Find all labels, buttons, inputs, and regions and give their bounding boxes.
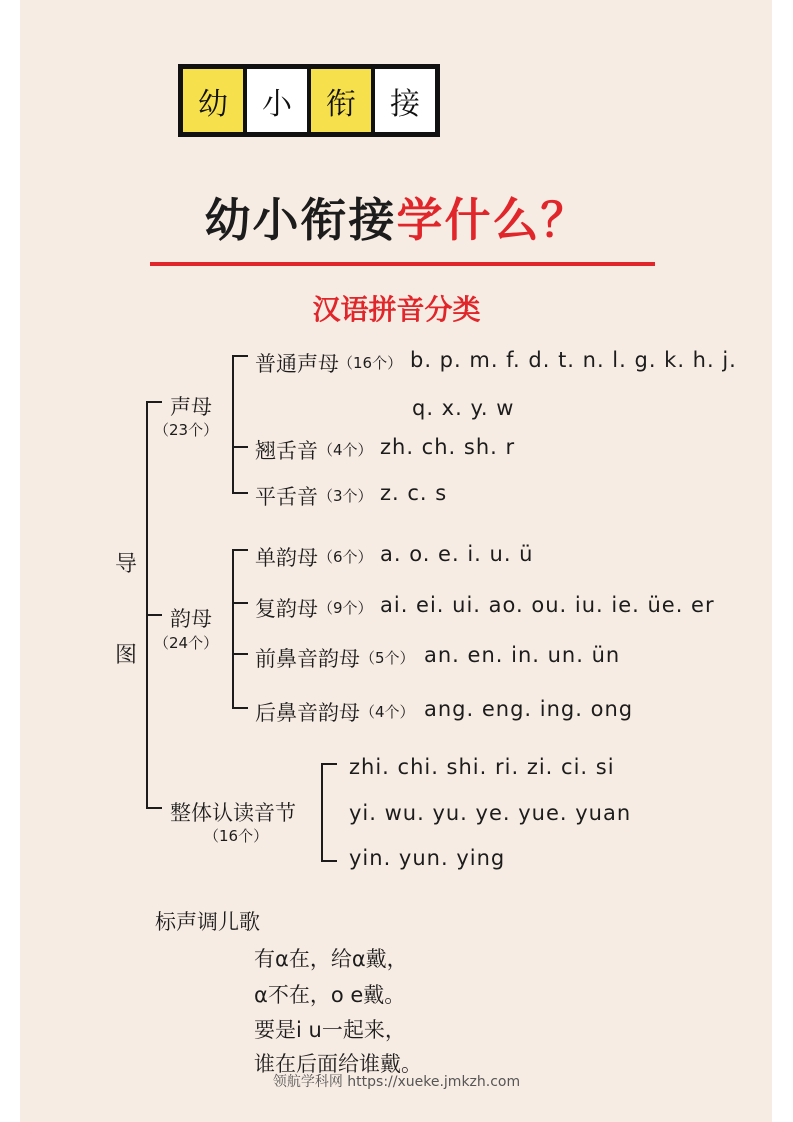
whole-tick-1 — [321, 763, 337, 765]
title-black-part: 幼小衔接 — [204, 193, 397, 247]
whole-label: 整体认读音节 — [170, 801, 296, 825]
whole-count: （16个） — [204, 827, 269, 845]
finals-item-4-count: （4个） — [360, 703, 415, 721]
trunk-tick-whole — [146, 807, 162, 809]
initials-tick-1 — [232, 355, 248, 357]
finals-item-1-name: 单韵母 — [255, 546, 318, 570]
finals-item-3-name: 前鼻音韵母 — [255, 647, 360, 671]
root-label-top: 导 — [115, 552, 138, 577]
whole-row-3: yin. yun. ying — [349, 846, 506, 870]
whole-row-2: yi. wu. yu. ye. yue. yuan — [349, 801, 632, 825]
finals-item-1-count: （6个） — [318, 548, 373, 566]
initials-item-3-count: （3个） — [318, 487, 373, 505]
tile-4: 接 — [375, 69, 435, 132]
finals-item-3-count: （5个） — [360, 649, 415, 667]
title-red-part: 学什么？ — [396, 193, 589, 247]
tile-3: 衔 — [311, 69, 371, 132]
initials-item-2-letters: zh. ch. sh. r — [380, 435, 516, 459]
finals-item-2-letters: ai. ei. ui. ao. ou. iu. ie. üe. er — [380, 593, 715, 617]
whole-bracket — [321, 763, 323, 862]
song-line-3: 要是i u一起来， — [254, 1018, 406, 1042]
root-label-bottom: 图 — [115, 643, 138, 668]
initials-item-1-name: 普通声母 — [255, 352, 339, 376]
finals-item-2-count: （9个） — [318, 599, 373, 617]
finals-item-3-letters: an. en. in. un. ün — [424, 643, 621, 667]
initials-bracket — [232, 355, 234, 494]
tile-1: 幼 — [183, 69, 243, 132]
initials-item-3-name: 平舌音 — [255, 485, 318, 509]
title-tiles — [178, 64, 440, 137]
initials-item-1-letters: b. p. m. f. d. t. n. l. g. k. h. j. — [410, 348, 737, 372]
initials-item-2-name: 翘舌音 — [255, 439, 318, 463]
finals-tick-2 — [232, 602, 248, 604]
initials-item-2-count: （4个） — [318, 441, 373, 459]
finals-tick-4 — [232, 707, 248, 709]
finals-tick-3 — [232, 653, 248, 655]
song-line-4: 谁在后面给谁戴。 — [254, 1052, 422, 1076]
trunk-tick-initials — [146, 401, 162, 403]
title-divider — [150, 262, 655, 266]
whole-tick-3 — [321, 860, 337, 862]
finals-bracket — [232, 549, 234, 709]
tile-2: 小 — [247, 69, 307, 132]
finals-item-2-name: 复韵母 — [255, 597, 318, 621]
watermark-text: 领航学科网 https://xueke.jmkzh.com — [272, 1074, 521, 1090]
initials-tick-3 — [232, 492, 248, 494]
finals-item-4-name: 后鼻音韵母 — [255, 701, 360, 725]
whole-row-1: zhi. chi. shi. ri. zi. ci. si — [349, 755, 615, 779]
finals-item-1-letters: a. o. e. i. u. ü — [380, 542, 534, 566]
song-line-2: α不在，o e戴。 — [254, 983, 406, 1007]
finals-item-4-letters: ang. eng. ing. ong — [424, 697, 634, 721]
trunk-tick-finals — [146, 614, 162, 616]
song-line-1: 有α在，给α戴， — [254, 947, 408, 971]
initials-count: （23个） — [154, 421, 219, 439]
finals-count: （24个） — [154, 634, 219, 652]
initials-item-1-letters-2: q. x. y. w — [412, 396, 515, 420]
trunk-line — [146, 401, 148, 809]
finals-label: 韵母 — [170, 607, 212, 631]
initials-label: 声母 — [170, 395, 212, 419]
initials-item-1-count: （16个） — [338, 354, 403, 372]
initials-item-3-letters: z. c. s — [380, 481, 448, 505]
finals-tick-1 — [232, 549, 248, 551]
page-title — [0, 184, 793, 250]
initials-tick-2 — [232, 446, 248, 448]
section-subtitle: 汉语拼音分类 — [312, 293, 481, 326]
song-title: 标声调儿歌 — [155, 910, 260, 934]
